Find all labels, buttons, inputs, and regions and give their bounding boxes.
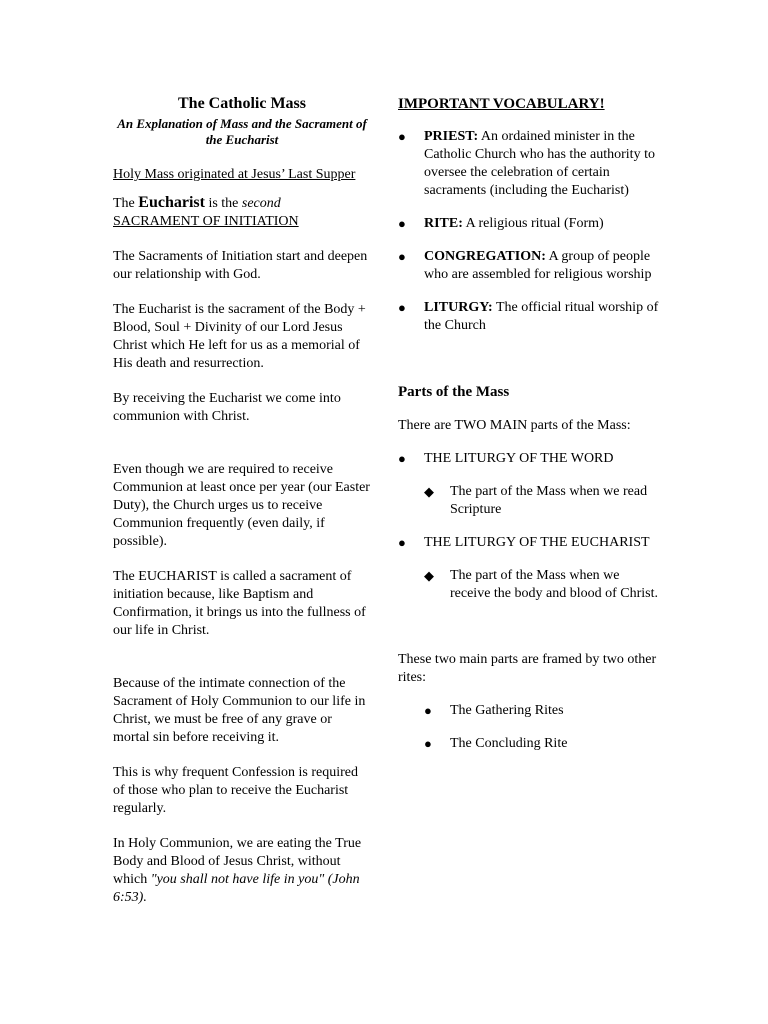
part-liturgy-word: ● THE LITURGY OF THE WORD: [398, 451, 614, 466]
part-liturgy-eucharist-desc: ◆ The part of the Mass when we receive the body and blood of Christ.: [424, 568, 659, 601]
parts-intro: There are TWO MAIN parts of the Mass:: [398, 418, 631, 433]
sacrament-of-initiation: SACRAMENT OF INITIATION: [113, 214, 299, 229]
part-liturgy-word-desc: ◆ The part of the Mass when we read Scripture: [424, 484, 648, 517]
paragraph-7: This is why frequent Confession is required of those who plan to receive the Eucharist regularly.: [113, 765, 358, 816]
bullet-dot-icon: ●: [424, 736, 432, 751]
vocab-item-congregation: ● CONGREGATION: A group of people who are assembled for religious worship: [398, 249, 652, 282]
origin-text: Holy Mass originated at Jesus’ Last Supper: [113, 167, 356, 182]
paragraph-8: In Holy Communion, we are eating the True Body and Blood of Jesus Christ, without which "you shall not have life in you" (John 6:53).: [113, 836, 362, 905]
left-column: [113, 94, 371, 907]
eucharist-word: Eucharist: [138, 194, 205, 211]
page-title: The Catholic Mass: [178, 95, 306, 112]
eucharist-intro: The Eucharist is the second SACRAMENT OF INITIATION: [113, 194, 299, 229]
bullet-dot-icon: ●: [398, 249, 406, 264]
scripture-quote: "you shall not have life in you" (John 6:53).: [113, 872, 360, 905]
paragraph-6: Because of the intimate connection of the Sacrament of Holy Communion to our life in Christ, we must be free of any grave or mortal sin before receiving it.: [113, 676, 366, 745]
parts-title: Parts of the Mass: [398, 384, 510, 400]
vocab-item-liturgy: ● LITURGY: The official ritual worship of the Church: [398, 300, 659, 333]
paragraph-1: The Sacraments of Initiation start and deepen our relationship with God.: [113, 249, 368, 282]
part-liturgy-eucharist: ● THE LITURGY OF THE EUCHARIST: [398, 535, 650, 550]
paragraph-3: By receiving the Eucharist we come into communion with Christ.: [113, 391, 341, 424]
vocab-item-rite: ● RITE: A religious ritual (Form): [398, 216, 604, 231]
page-subtitle: An Explanation of Mass and the Sacrament of the Eucharist: [117, 116, 367, 147]
vocab-item-priest: ● PRIEST: An ordained minister in the Catholic Church who has the authority to oversee the celebration of certain sacraments (including the Eucharist): [398, 129, 655, 198]
bullet-dot-icon: ●: [398, 129, 406, 144]
diamond-bullet-icon: ◆: [424, 568, 434, 583]
rite-gathering: ● The Gathering Rites: [424, 703, 564, 718]
paragraph-5: The EUCHARIST is called a sacrament of initiation because, like Baptism and Confirmation, it brings us into the fullness of our life in Christ.: [113, 569, 366, 638]
bullet-dot-icon: ●: [398, 535, 406, 550]
bullet-dot-icon: ●: [424, 703, 432, 718]
bullet-dot-icon: ●: [398, 216, 406, 231]
framed-text: These two main parts are framed by two other rites:: [398, 652, 657, 685]
bullet-dot-icon: ●: [398, 300, 406, 315]
paragraph-2: The Eucharist is the sacrament of the Body + Blood, Soul + Divinity of our Lord Jesus Christ which He left for us as a memorial of His death and resurrection.: [113, 302, 366, 371]
paragraph-4: Even though we are required to receive Communion at least once per year (our Easter Duty), the Church urges us to receive Communion frequently (even daily, if possible).: [113, 462, 370, 549]
bullet-dot-icon: ●: [398, 451, 406, 466]
right-column: [398, 94, 660, 753]
vocab-title: IMPORTANT VOCABULARY!: [398, 96, 605, 112]
diamond-bullet-icon: ◆: [424, 484, 434, 499]
rite-concluding: ● The Concluding Rite: [424, 736, 568, 751]
